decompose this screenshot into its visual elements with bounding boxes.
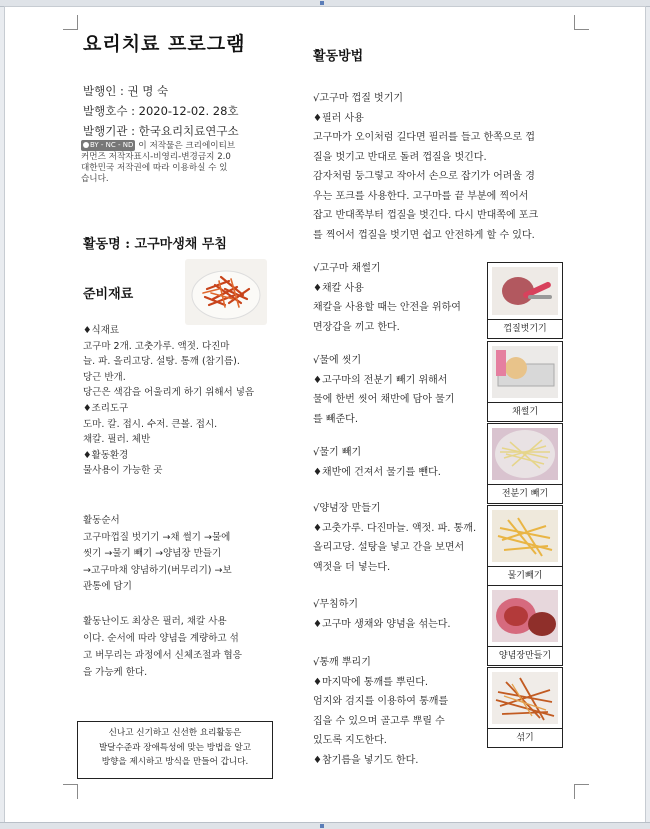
sweet-potato-salad-photo [185,259,267,325]
photo-starch [487,423,563,504]
margin-corner-mark [574,15,589,30]
step-julienne: √고구마 채썰기 ♦채칼 사용 채칼을 사용할 때는 안전을 위하여 면장갑을 끼고 한다. [313,263,461,333]
starch-image [492,428,558,480]
ruler-marker[interactable] [320,1,324,5]
drain-image [492,510,558,562]
bottom-ruler [0,822,650,829]
margin-corner-mark [574,784,589,799]
photo-caption: 양념장만들기 [488,646,562,665]
step-sauce: √양념장 만들기 ♦고춧가루. 다진마늘. 액젓. 파. 통깨. 올리고당. 설탕을 넣고 간을 보면서 액젓을 더 넣는다. [313,503,477,573]
license-notice: BY - NC - ND 이 저작물은 크리에이티브 커먼즈 저작자표시-비영리-변경금지 2.0 대한민국 저작권에 따라 이용하실 수 있 습니다. [81,141,236,184]
method-heading: 활동방법 [313,49,364,64]
note-box: 신나고 신기하고 신선한 요리활동은 발달수준과 장애특성에 맞는 방법을 알고 방향을 제시하고 방식을 만들어 갑니다. [77,721,273,779]
difficulty-section: 활동난이도 최상은 필러, 채칼 사용 이다. 순서에 따라 양념을 계량하고 섞 고 버무리는 과정에서 신체조절과 협응 을 가능케 한다. [83,616,242,678]
agency-line: 발행기관 : 한국요리치료연구소 [83,124,239,138]
activity-order-section: 활동순서 고구마껍질 벗기기 →채 썰기 →물에 씻기 →물기 빼기 →양념장 만들기 →고구마채 양념하기(버무리기) →보 관통에 담기 [83,515,232,592]
document-page [4,6,646,824]
photo-julienne [487,341,563,422]
publisher-line: 발행인 : 권 명 숙 [83,84,169,98]
cc-license-badge: BY - NC - ND [81,140,135,151]
activity-name: 활동명 : 고구마생채 무침 [83,237,227,252]
step-mix: √무침하기 ♦고구마 생채와 양념을 섞는다. [313,599,451,630]
document-title: 요리치료 프로그램 [83,33,246,55]
ingredients-section: ♦식재료 고구마 2개. 고춧가루. 액젓. 다진마 늘. 파. 올리고당. 설탕. 통깨 (참기름). 당근 반개. 당근은 색감을 어울리게 하기 위해서 넣음 ♦조리도구 도마. 칼. 접시. 수저. 큰볼. 접시. 채칼. 필러. 체반 ♦활동환경 물사용이 가능한 곳 [83,325,255,477]
photo-mix [487,667,563,748]
step-drain: √물기 빼기 ♦채반에 건져서 물기를 뺀다. [313,447,441,478]
step-peel: √고구마 껍질 벗기기 ♦필러 사용 고구마가 오이처럼 길다면 필러를 들고 한쪽으로 껍 질을 벗기고 반대로 돌려 껍질을 벗긴다. 감자처럼 둥그렇고 작아서 손으로 잡기가 어려울 경 우는 포크를 사용한다. 고구마를 끝 부분에 찍어서 잡고 반대쪽부터 껍질을 벗긴다. 다시 반대쪽에 포크 를 찍어서 껍질을 벗기면 쉽고 안전하게 할 수 있다. [313,93,539,241]
photo-drain [487,505,563,586]
peeling-image [492,267,558,315]
photo-caption: 껍질벗기기 [488,319,562,338]
photo-peeling [487,262,563,339]
photo-caption: 물기빼기 [488,566,562,585]
ruler-marker[interactable] [320,824,324,828]
photo-sauce [487,585,563,666]
sauce-image [492,590,558,642]
photo-caption: 채썰기 [488,402,562,421]
margin-corner-mark [63,15,78,30]
mix-image [492,672,558,724]
margin-corner-mark [63,784,78,799]
issue-line: 발행호수 : 2020-12-02. 28호 [83,104,239,118]
prep-heading: 준비재료 [83,287,134,302]
photo-caption: 전분기 빼기 [488,484,562,503]
step-wash: √물에 씻기 ♦고구마의 전분기 빼기 위해서 물에 한번 씻어 채반에 담아 물기 를 빼준다. [313,355,455,425]
julienne-image [492,346,558,398]
photo-caption: 섞기 [488,728,562,747]
step-sesame: √통깨 뿌리기 ♦마지막에 통깨를 뿌린다. 엄지와 검지를 이용하여 통깨를 집을 수 있으며 골고루 뿌릴 수 있도록 지도한다. ♦참기름을 넣기도 한다. [313,657,449,766]
